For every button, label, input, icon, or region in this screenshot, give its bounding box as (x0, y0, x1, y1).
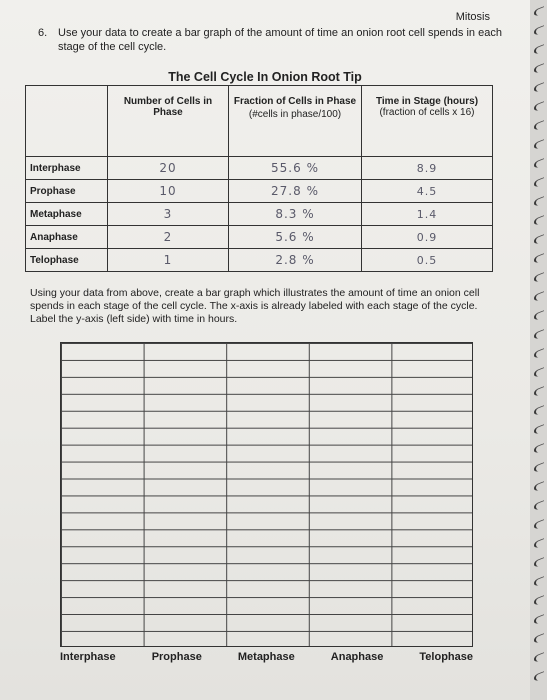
header-fraction-label: Fraction of Cells in Phase (233, 96, 357, 107)
header-fraction-note: (#cells in phase/100) (248, 109, 342, 120)
binder-ring-icon (534, 595, 544, 606)
binder-ring-icon (534, 405, 544, 416)
x-label: Interphase (60, 651, 116, 663)
fraction-value: 2.8 % (229, 249, 362, 272)
graph-x-axis-labels (60, 651, 473, 663)
table-title: The Cell Cycle In Onion Root Tip (168, 70, 362, 84)
stage-label: Prophase (26, 180, 108, 203)
stage-label: Telophase (26, 249, 108, 272)
count-value: 2 (108, 226, 229, 249)
binder-ring-icon (534, 158, 544, 169)
binder-ring-icon (534, 443, 544, 454)
question-6 (38, 26, 508, 54)
binder-ring-icon (534, 671, 544, 682)
binder-ring-icon (534, 6, 544, 17)
time-value: 0.9 (362, 226, 493, 249)
binder-ring-icon (534, 367, 544, 378)
binder-ring-icon (534, 215, 544, 226)
count-value: 3 (108, 203, 229, 226)
x-label: Metaphase (237, 651, 295, 663)
binder-ring-icon (534, 253, 544, 264)
binder-ring-icon (534, 424, 544, 435)
binder-ring-icon (534, 101, 544, 112)
table-row (26, 157, 493, 180)
binder-ring-icon (534, 633, 544, 644)
question-number: 6. (38, 27, 48, 39)
binder-edge (530, 0, 547, 700)
binder-ring-icon (534, 329, 544, 340)
fraction-value: 27.8 % (229, 180, 362, 203)
binder-ring-icon (534, 348, 544, 359)
time-value: 1.4 (362, 203, 493, 226)
table-row (26, 226, 493, 249)
header-time (362, 86, 493, 157)
binder-ring-icon (534, 310, 544, 321)
binder-ring-icon (534, 519, 544, 530)
blank-graph-grid (60, 342, 473, 647)
x-label: Telophase (419, 651, 473, 663)
header-time-note: (fraction of cells x 16) (379, 107, 475, 118)
binder-ring-icon (534, 25, 544, 36)
header-time-label: Time in Stage (hours) (375, 96, 479, 107)
binder-ring-icon (534, 557, 544, 568)
page-header: Mitosis (455, 11, 490, 23)
binder-ring-icon (534, 386, 544, 397)
fraction-value: 8.3 % (229, 203, 362, 226)
cell-cycle-table (25, 85, 493, 272)
binder-ring-icon (534, 234, 544, 245)
binder-ring-icon (534, 614, 544, 625)
count-value: 20 (108, 157, 229, 180)
binder-ring-icon (534, 462, 544, 473)
x-label: Anaphase (330, 651, 384, 663)
binder-ring-icon (534, 196, 544, 207)
stage-label: Metaphase (26, 203, 108, 226)
binder-ring-icon (534, 538, 544, 549)
count-value: 10 (108, 180, 229, 203)
header-fraction (229, 86, 362, 157)
binder-ring-icon (534, 177, 544, 188)
time-value: 4.5 (362, 180, 493, 203)
binder-ring-icon (534, 500, 544, 511)
binder-ring-icon (534, 576, 544, 587)
header-blank (26, 86, 108, 157)
binder-ring-icon (534, 120, 544, 131)
table-header-row (26, 86, 493, 157)
table-row (26, 203, 493, 226)
fraction-value: 55.6 % (229, 157, 362, 180)
binder-ring-icon (534, 82, 544, 93)
binder-ring-icon (534, 481, 544, 492)
table-row (26, 180, 493, 203)
graph-instructions: Using your data from above, create a bar graph which illustrates the amount of time an onion cell spends in each stage of the cell cycle. The x-axis is already labeled with each stage of the cycle. Label the y-axis (left side) with time in hours. (30, 287, 480, 325)
time-value: 0.5 (362, 249, 493, 272)
binder-ring-icon (534, 139, 544, 150)
x-label: Prophase (151, 651, 202, 663)
stage-label: Anaphase (26, 226, 108, 249)
time-value: 8.9 (362, 157, 493, 180)
header-count (108, 86, 229, 157)
count-value: 1 (108, 249, 229, 272)
question-text: Use your data to create a bar graph of the amount of time an onion root cell spends in each stage of the cell cycle. (58, 27, 502, 53)
binder-ring-icon (534, 652, 544, 663)
header-count-label: Number of Cells in Phase (123, 96, 213, 118)
binder-ring-icon (534, 272, 544, 283)
table-row (26, 249, 493, 272)
binder-ring-icon (534, 63, 544, 74)
fraction-value: 5.6 % (229, 226, 362, 249)
binder-ring-icon (534, 291, 544, 302)
stage-label: Interphase (26, 157, 108, 180)
binder-ring-icon (534, 44, 544, 55)
